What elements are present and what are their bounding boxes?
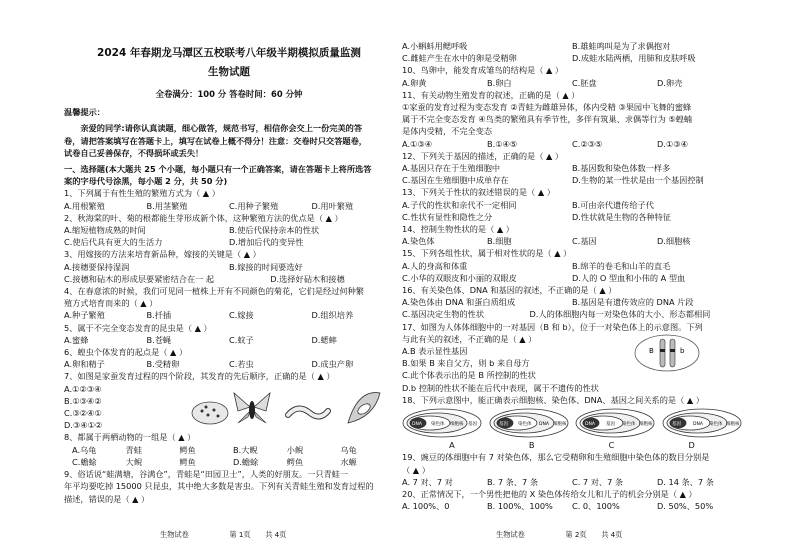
question-stem: 10、鸟卵中，能发育成雏鸟的结构是（ ▲ ） bbox=[402, 65, 564, 76]
diagram-text: 染色体 bbox=[708, 422, 723, 428]
option: A.卵黄 bbox=[402, 77, 427, 88]
diagram-text: 染色体 bbox=[622, 422, 636, 428]
option: A.子代的性状和亲代不一定相同 bbox=[402, 199, 517, 210]
option: 青蛙 bbox=[125, 444, 143, 455]
question-stem: 与此有关的叙述，不正确的是（ ▲ ） bbox=[402, 333, 537, 344]
question-stem: 描述，错误的是（ ▲ ） bbox=[64, 493, 150, 504]
option: A.缩短植物成熟的时间 bbox=[64, 225, 146, 236]
question-stem: 17、如图为人体体细胞中的一对基因（B 和 b），位于一对染色体上的示意图。下列 bbox=[402, 321, 703, 332]
footer-right bbox=[496, 530, 622, 540]
footer-subject: 生物试卷 bbox=[496, 530, 525, 539]
silkworm-eggs-image bbox=[192, 402, 228, 424]
diagram-text: 基因 bbox=[498, 422, 508, 428]
option: B. 100%、100% bbox=[487, 501, 553, 512]
option: D.人的 O 型血和小伟的 A 型血 bbox=[572, 272, 686, 283]
option: 鳄鱼 bbox=[286, 456, 304, 467]
option: C.小华的双眼皮和小丽的双眼皮 bbox=[402, 272, 517, 283]
option: B.如果 B 来自父方，则 b 来自母方 bbox=[402, 358, 530, 369]
option: D. 50%、50% bbox=[657, 501, 714, 512]
notice-line: 试卷自己妥善保存，不得损坏或丢失！ bbox=[64, 147, 204, 158]
diagram-text: 染色体 bbox=[517, 422, 532, 428]
option: D. 14 条、7 条 bbox=[657, 476, 714, 487]
silkworm-cocoon-image bbox=[348, 392, 380, 422]
diagram-a bbox=[402, 408, 482, 438]
option: B.可由亲代遗传给子代 bbox=[572, 199, 654, 210]
option: B.扦插 bbox=[146, 310, 172, 321]
question-options bbox=[402, 174, 742, 186]
option: D.卵壳 bbox=[657, 77, 683, 88]
option: C.基因在生殖细胞中成单存在 bbox=[402, 175, 509, 186]
option: D.①③④ bbox=[657, 138, 688, 149]
option: B.①④⑤ bbox=[487, 138, 518, 149]
option: B.细胞 bbox=[487, 236, 512, 247]
option: 小鲵 bbox=[286, 444, 304, 455]
option: A.乌龟 bbox=[72, 444, 97, 455]
question-stem: 2、秋海棠的叶、菊的根都能生芽形成新个体，这种繁殖方法的优点是（ ▲ ） bbox=[64, 212, 343, 223]
option: B.基因数和染色体数一样多 bbox=[572, 163, 671, 174]
option: 大鲵 bbox=[125, 456, 143, 467]
option: B.大鲵 bbox=[233, 444, 258, 455]
question-stem: 4、在春意浓的时候，我们可见同一植株上开有不同颜色的菊花，它们是经过何种繁 bbox=[64, 286, 364, 297]
option: D.细胞核 bbox=[657, 236, 691, 247]
question-stem: 3、用嫁接的方法来培育新品种，嫁接的关键是（ ▲ ） bbox=[64, 249, 261, 260]
question-stem: 6、蝗虫个体发育的起点是（ ▲ ） bbox=[64, 347, 188, 358]
question-stem: 5、属于不完全变态发育的昆虫是（ ▲ ） bbox=[64, 322, 212, 333]
question-options bbox=[64, 224, 394, 236]
option: A. 7 对、7 对 bbox=[402, 476, 453, 487]
option: A.染色体由 DNA 和蛋白质组成 bbox=[402, 297, 516, 308]
option: 水螈 bbox=[340, 456, 357, 467]
option: D.选择好砧木和接穗 bbox=[270, 273, 345, 284]
q17-block bbox=[402, 333, 742, 382]
option: A. 100%、0 bbox=[402, 501, 450, 512]
footer-left bbox=[160, 530, 286, 540]
diagram-d bbox=[662, 408, 742, 438]
diagram-text: DNA bbox=[412, 422, 422, 428]
option: A.B 表示显性基因 bbox=[402, 346, 468, 357]
diagram-text: 细胞核 bbox=[552, 422, 567, 428]
question-options bbox=[64, 200, 394, 212]
question-options bbox=[402, 296, 742, 308]
option: C.蟾蜍 bbox=[72, 456, 97, 467]
option: A.种子繁殖 bbox=[64, 310, 105, 321]
diagram-text: DNA bbox=[538, 422, 549, 428]
question-options bbox=[64, 273, 394, 285]
diagram-label: D bbox=[688, 440, 695, 451]
question-options bbox=[402, 211, 742, 223]
question-stem: 20、正常情况下，一个男性把他的 X 染色体传给女儿和儿子的机会分别是（ ▲ ） bbox=[402, 488, 697, 499]
notice-line: 卷，请把答案填写在答题卡上，填写在试卷上概不得分！注意：交卷时只交答题卷， bbox=[64, 135, 367, 146]
option: D.蟋蟀 bbox=[311, 334, 337, 345]
footer-total: 共 4页 bbox=[265, 530, 287, 539]
option: A.小蝌蚪用鳃呼吸 bbox=[402, 41, 468, 51]
notice-label: 温馨提示： bbox=[64, 107, 105, 118]
option: A.蜜蜂 bbox=[64, 334, 89, 345]
question-stem: 属于不完全变态发育 ④鸟类的繁殖具有季节性，多伴有筑巢、求偶等行为 ⑤蝗蝻 bbox=[402, 114, 693, 125]
option: D.用叶繁殖 bbox=[311, 200, 354, 211]
silkworm-larva-image bbox=[288, 408, 328, 416]
option: C.此个体表示出的是 B 所控制的性状 bbox=[402, 370, 536, 381]
diagram-label: C bbox=[608, 440, 615, 451]
diagram-text: 细胞核 bbox=[639, 422, 653, 428]
option: C.②③⑤ bbox=[572, 138, 603, 149]
exam-meta: 全卷满分：100 分 答卷时间：60 分钟 bbox=[155, 89, 303, 99]
question-options bbox=[402, 162, 742, 174]
question-options bbox=[64, 456, 394, 468]
option: C.雌蛙产生在水中的卵是受精卵 bbox=[402, 53, 517, 64]
option: A.基因只存在于生殖细胞中 bbox=[402, 163, 501, 174]
option: C. 7 对、7 条 bbox=[572, 476, 624, 487]
right-column bbox=[402, 40, 742, 512]
diagram-text: DNA bbox=[585, 422, 596, 428]
option: C.嫁接 bbox=[229, 310, 254, 321]
question-options bbox=[402, 260, 742, 272]
notice-line: 亲爱的同学:请你认真读题，细心做答，规范书写，相信你会交上一份完美的答 bbox=[80, 123, 363, 134]
question-stem: 是体内受精，不完全变态 bbox=[402, 126, 493, 137]
question-options bbox=[64, 444, 394, 456]
diagram-b bbox=[489, 408, 569, 438]
option: D.b 控制的性状不能在后代中表现，属于不遗传的性状 bbox=[402, 382, 599, 393]
question-options bbox=[402, 77, 742, 89]
question-stem: 殖方式培育而来的（ ▲ ） bbox=[64, 298, 158, 309]
option: D.增加后代的变异性 bbox=[229, 237, 304, 248]
footer-page: 第 1页 bbox=[229, 530, 251, 539]
question-stem: 11、有关动物生殖发育的叙述，正确的是（ ▲ ） bbox=[402, 89, 580, 100]
option: B.嫁接的时间要选好 bbox=[229, 261, 303, 272]
question-stem: 7、如图是家蚕发育过程的四个阶段，其发育的先后顺序，正确的是（ ▲ ） bbox=[64, 371, 335, 382]
question-stem: （ ▲ ） bbox=[402, 464, 430, 475]
option: A.①③④ bbox=[402, 138, 433, 149]
option: C.基因 bbox=[572, 236, 597, 247]
footer-total: 共 4页 bbox=[601, 530, 623, 539]
chromosome-pair-figure bbox=[632, 333, 702, 373]
option: C. 0、100% bbox=[572, 501, 620, 512]
footer-page: 第 2页 bbox=[565, 530, 587, 539]
diagram-label: A bbox=[449, 440, 455, 451]
question-stem: 16、有关染色体、DNA 和基因的叙述，不正确的是（ ▲ ） bbox=[402, 285, 617, 296]
question-options bbox=[402, 308, 742, 320]
nested-relation-diagrams bbox=[402, 408, 742, 438]
question-stem: 14、控制生物性状的是（ ▲ ） bbox=[402, 224, 514, 235]
question-stem: 1、下列属于有性生殖的繁殖方式为（ ▲ ） bbox=[64, 188, 220, 199]
q7-block bbox=[64, 383, 394, 432]
question-options bbox=[402, 476, 742, 488]
question-stem: 年平均要吃掉 15000 只昆虫，其中绝大多数是害虫。下列有关青蛙生殖和发育过程的 bbox=[64, 481, 374, 492]
question-stem: 15、下列各组性状，属于相对性状的是（ ▲ ） bbox=[402, 248, 572, 259]
question-options bbox=[64, 334, 394, 346]
left-column bbox=[64, 40, 394, 505]
option: C.若虫 bbox=[229, 359, 254, 370]
gene-label-B: B bbox=[649, 346, 654, 355]
question-options bbox=[402, 138, 742, 150]
option: D.生物的某一性状是由一个基因控制 bbox=[572, 175, 704, 186]
question-options bbox=[402, 235, 742, 247]
option: A.卵和精子 bbox=[64, 359, 105, 370]
option: 鳄鱼 bbox=[179, 444, 196, 455]
question-stem: 9、俗话说“蛙满塘，谷满仓”，青蛙是“田园卫士”，人类的好朋友。一只青蛙一 bbox=[64, 469, 349, 480]
option: B.使后代保持亲本的性状 bbox=[229, 225, 320, 236]
option: B.受精卵 bbox=[146, 359, 180, 370]
question-stem: 19、豌豆的体细胞中有 7 对染色体，那么它受精卵和生殖细胞中染色体的数目分别是 bbox=[402, 452, 710, 463]
silkworm-moth-image bbox=[234, 393, 270, 423]
option: D.成蛙水陆两栖，用肺和皮肤呼吸 bbox=[572, 53, 696, 64]
question-options bbox=[402, 199, 742, 211]
question-options bbox=[64, 261, 394, 273]
option: B.卵白 bbox=[487, 77, 512, 88]
diagram-labels bbox=[402, 439, 742, 451]
option: B.①③④② bbox=[64, 395, 102, 406]
question-options bbox=[64, 309, 394, 321]
footer-subject: 生物试卷 bbox=[160, 530, 189, 539]
option: C.蚊子 bbox=[229, 334, 254, 345]
question-stem: ①家蚕的发育过程为变态发育 ②青蛙为雌雄异体，体内受精 ③果园中飞舞的蜜蜂 bbox=[402, 102, 692, 113]
exam-title: 2024 年春期龙马潭区五校联考八年级半期模拟质量监测 bbox=[97, 47, 361, 59]
option: D.组织培养 bbox=[311, 310, 354, 321]
question-stem: 8、都属于两栖动物的一组是（ ▲ ） bbox=[64, 432, 196, 443]
diagram-text: 染色体 bbox=[431, 422, 445, 428]
option: 鳄鱼 bbox=[179, 456, 196, 467]
question-options bbox=[402, 500, 742, 512]
option: B.用茎繁殖 bbox=[146, 200, 188, 211]
option: B.苍蝇 bbox=[146, 334, 172, 345]
question-options bbox=[402, 272, 742, 284]
option: A.接穗要保持湿润 bbox=[64, 261, 130, 272]
gene-label-b: b bbox=[680, 346, 685, 355]
question-options bbox=[64, 236, 394, 248]
option: C.用种子繁殖 bbox=[229, 200, 279, 211]
option: D.人的体细胞内每一对染色体的大小、形态都相同 bbox=[529, 309, 711, 320]
option: C.胚盘 bbox=[572, 77, 597, 88]
option: A.用根繁殖 bbox=[64, 200, 105, 211]
silkworm-stages-figure bbox=[188, 383, 388, 431]
option: C.性状有显性和隐性之分 bbox=[402, 211, 493, 222]
option: D.蟾蜍 bbox=[233, 456, 259, 467]
option: 乌龟 bbox=[340, 444, 357, 455]
question-stem: 18、下列示意图中，能正确表示细胞核、染色体、DNA、基因之间关系的是（ ▲ ） bbox=[402, 394, 704, 405]
diagram-text: DNA bbox=[692, 422, 703, 428]
diagram-text: 细胞核 bbox=[450, 422, 464, 428]
question-options bbox=[64, 358, 394, 370]
option: D.③④①② bbox=[64, 420, 103, 431]
question-options bbox=[402, 40, 742, 52]
option: B.绵羊的卷毛和山羊的直毛 bbox=[572, 260, 671, 271]
option: C.③②④① bbox=[64, 408, 102, 419]
option: B.基因是有遗传效应的 DNA 片段 bbox=[572, 297, 694, 308]
question-options bbox=[402, 52, 742, 64]
option: C.基因决定生物的性状 bbox=[402, 309, 485, 320]
option: D.成虫产卵 bbox=[311, 359, 354, 370]
option: D.性状就是生物的各种特征 bbox=[572, 211, 671, 222]
option: C.接穗和砧木的形成层要紧密结合在一 起 bbox=[64, 273, 215, 284]
diagram-text: 基因 bbox=[606, 422, 616, 428]
diagram-text: 基因 bbox=[671, 422, 681, 428]
diagram-text: 基因 bbox=[468, 422, 477, 428]
option: B.雄蛙鸣叫是为了求偶抱对 bbox=[572, 41, 671, 51]
diagram-c bbox=[575, 408, 655, 438]
exam-subject: 生物试题 bbox=[208, 66, 250, 78]
option: A.①②③④ bbox=[64, 383, 102, 394]
section-heading: 案的字母代号涂黑，每小题 2 分，共 50 分) bbox=[64, 176, 228, 187]
question-stem: 13、下列关于性状的叙述错误的是（ ▲ ） bbox=[402, 187, 555, 198]
option: A.人的身高和体重 bbox=[402, 260, 468, 271]
section-heading: 一、选择题(本大题共 25 个小题，每小题只有一个正确答案，请在答题卡上将所选答 bbox=[64, 164, 372, 175]
question-stem: 12、下列关于基因的描述，正确的是（ ▲ ） bbox=[402, 150, 564, 161]
option: C.使后代具有更大的生活力 bbox=[64, 237, 163, 248]
diagram-text: 细胞核 bbox=[725, 422, 740, 428]
option: A.染色体 bbox=[402, 236, 435, 247]
diagram-label: B bbox=[528, 440, 535, 451]
option: B. 7 条、7 条 bbox=[487, 476, 539, 487]
